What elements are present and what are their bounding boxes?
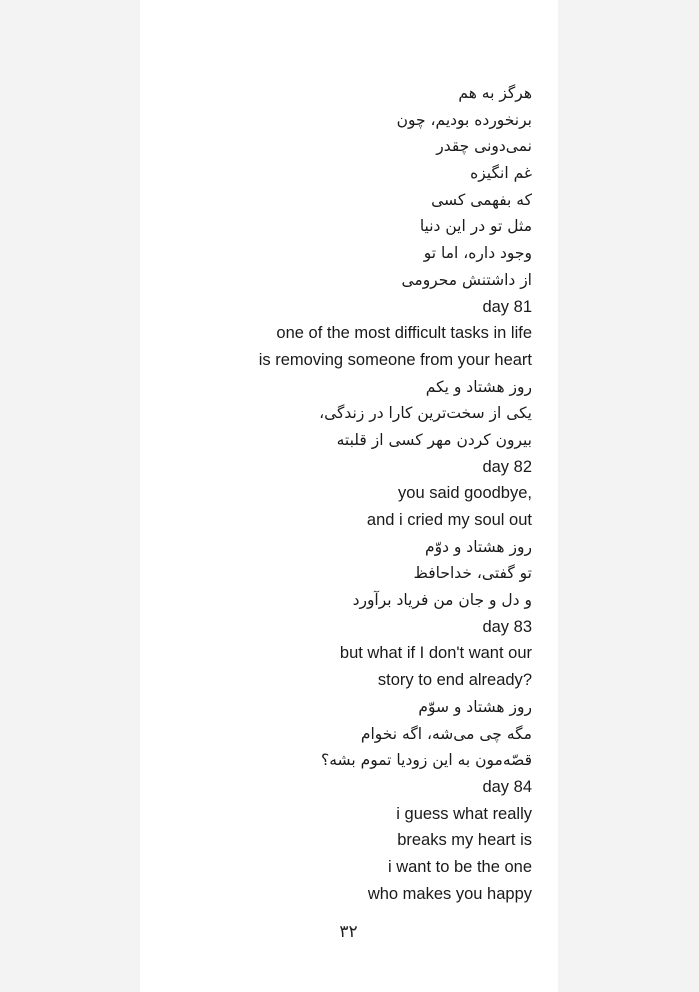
poem-line: قصّه‌مون به این زودیا تموم بشه؟ xyxy=(321,751,532,770)
poem-line: is removing someone from your heart xyxy=(258,350,532,369)
poem-text xyxy=(12,80,532,907)
poem-line: و دل و جان من فریاد برآورد xyxy=(352,591,532,610)
poem-line: مثل تو در این دنیا xyxy=(419,217,532,236)
poem-line: day 81 xyxy=(482,297,532,316)
poem-line: day 83 xyxy=(482,617,532,636)
poem-line: تو گفتی، خداحافظ xyxy=(413,564,532,583)
poem-line: غم انگیزه xyxy=(470,164,532,183)
poem-line: i want to be the one xyxy=(387,857,532,876)
poem-line: از داشتنش محرومی xyxy=(401,270,532,289)
poem-line: i guess what really xyxy=(396,804,532,823)
poem-line: and i cried my soul out xyxy=(366,511,532,529)
poem-line: نمی‌دونی چقدر xyxy=(436,137,532,156)
poem-line: یکی از سخت‌ترین کارا در زندگی، xyxy=(319,404,532,423)
poem-line: بیرون کردن مهر کسی از قلبته xyxy=(336,430,532,449)
poem-line: روز هشتاد و سوّم xyxy=(418,697,532,716)
poem-line: one of the most difficult tasks in life xyxy=(276,324,532,343)
poem-line: روز هشتاد و یکم xyxy=(425,377,532,396)
poem-line: که بفهمی کسی xyxy=(431,190,532,209)
poem-line: who makes you happy xyxy=(367,884,532,903)
poem-line: مگه چی می‌شه، اگه نخوام xyxy=(360,724,532,743)
poem-line: برنخورده بودیم، چون xyxy=(396,110,532,129)
page-number: ۳۲ xyxy=(339,922,358,942)
poem-line: روز هشتاد و دوّم xyxy=(424,537,532,556)
poem-line: day 84 xyxy=(482,777,532,796)
poem-line: وجود داره، اما تو xyxy=(423,244,532,263)
poem-line: ,you said goodbye xyxy=(398,484,532,503)
poem-line: but what if I don't want our xyxy=(339,644,532,663)
poem-line: ?story to end already xyxy=(377,671,532,690)
poem-line: هرگز به هم xyxy=(458,84,532,102)
poem-line: day 82 xyxy=(482,457,532,476)
poem-line: breaks my heart is xyxy=(397,831,532,850)
